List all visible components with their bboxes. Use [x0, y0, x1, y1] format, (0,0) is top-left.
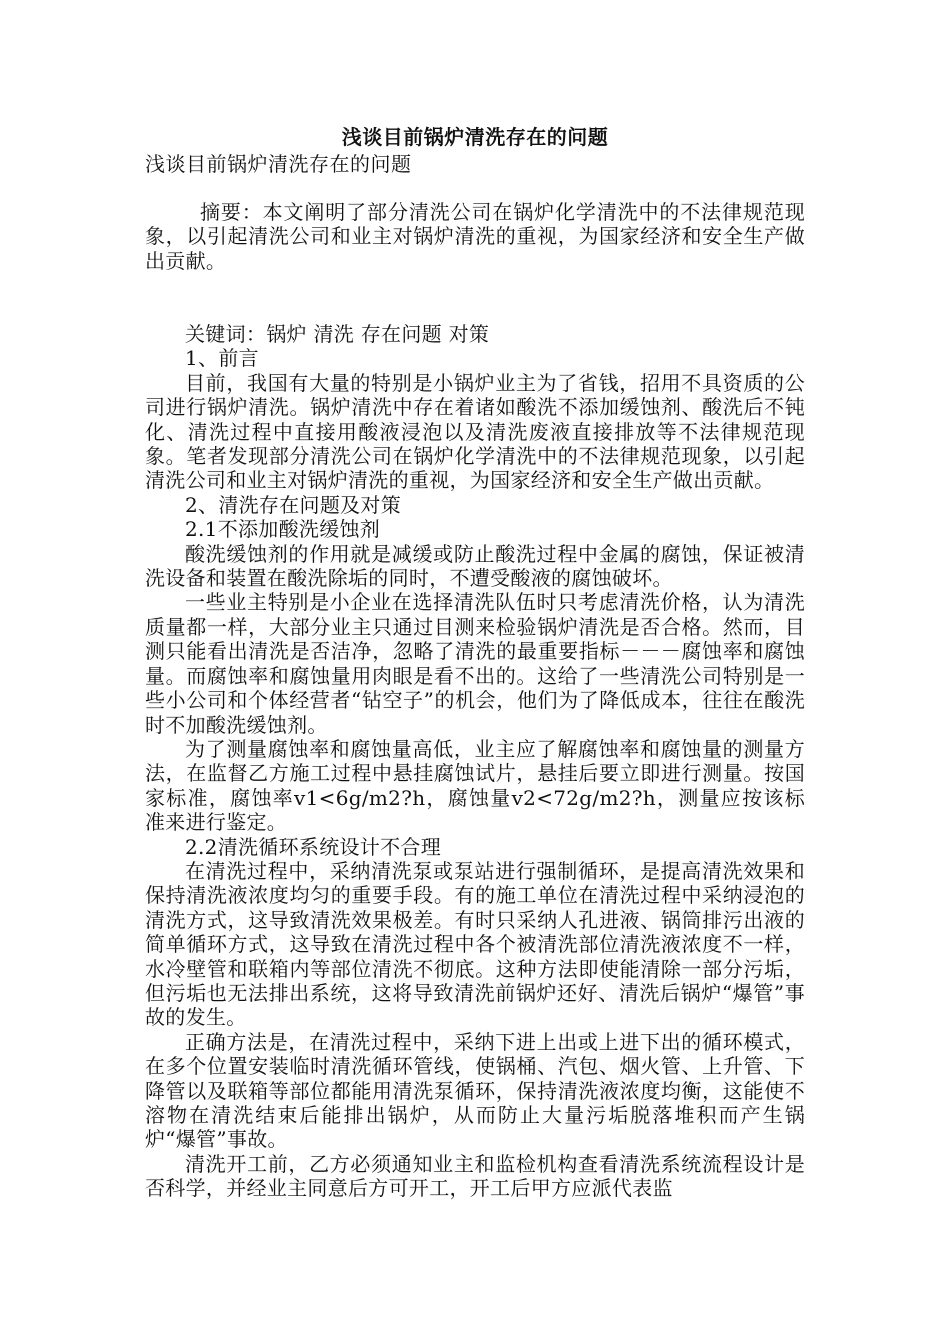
subsection-heading-inhibitor: 2.1不添加酸洗缓蚀剂	[185, 517, 381, 542]
body-paragraph: 酸洗缓蚀剂的作用就是减缓或防止酸洗过程中金属的腐蚀，保证被清洗设备和装置在酸洗除垢的同时，不遭受酸液的腐蚀破坏。	[145, 541, 805, 591]
body-paragraph: 清洗开工前，乙方必须通知业主和监检机构查看清洗系统流程设计是否科学，并经业主同意后方可开工，开工后甲方应派代表监	[145, 1151, 805, 1201]
section-heading-problems: 2、清洗存在问题及对策	[185, 492, 402, 517]
abstract-paragraph: 摘要：本文阐明了部分清洗公司在锅炉化学清洗中的不法律规范现象，以引起清洗公司和业主对锅炉清洗的重视，为国家经济和安全生产做出贡献。	[145, 200, 805, 273]
section-heading-intro: 1、前言	[185, 346, 259, 371]
document-subtitle: 浅谈目前锅炉清洗存在的问题	[145, 152, 412, 176]
document-body	[145, 200, 805, 1201]
keywords-line: 关键词：锅炉 清洗 存在问题 对策	[185, 322, 490, 347]
blank-line	[145, 273, 805, 322]
document-title: 浅谈目前锅炉清洗存在的问题	[341, 125, 609, 149]
body-paragraph: 为了测量腐蚀率和腐蚀量高低，业主应了解腐蚀率和腐蚀量的测量方法，在监督乙方施工过程中悬挂腐蚀试片，悬挂后要立即进行测量。按国家标准，腐蚀率v1<6g/m2?h，腐蚀量v2<72g/m2?h，测量应按该标准来进行鉴定。	[145, 736, 805, 835]
body-paragraph: 在清洗过程中，采纳清洗泵或泵站进行强制循环，是提高清洗效果和保持清洗液浓度均匀的重要手段。有的施工单位在清洗过程中采纳浸泡的清洗方式，这导致清洗效果极差。有时只采纳人孔进液、锅筒排污出液的简单循环方式，这导致在清洗过程中各个被清洗部位清洗液浓度不一样，水冷壁管和联箱内等部位清洗不彻底。这种方法即使能清除一部分污垢，但污垢也无法排出系统，这将导致清洗前锅炉还好、清洗后锅炉“爆管”事故的发生。	[145, 858, 805, 1030]
subsection-heading-circulation: 2.2清洗循环系统设计不合理	[185, 834, 442, 859]
body-paragraph: 正确方法是，在清洗过程中，采纳下进上出或上进下出的循环模式，在多个位置安装临时清洗循环管线，使锅桶、汽包、烟火管、上升管、下降管以及联箱等部位都能用清洗泵循环，保持清洗液浓度均衡，这能使不溶物在清洗结束后能排出锅炉，从而防止大量污垢脱落堆积而产生锅炉“爆管”事故。	[145, 1029, 805, 1152]
body-paragraph: 目前，我国有大量的特别是小锅炉业主为了省钱，招用不具资质的公司进行锅炉清洗。锅炉清洗中存在着诸如酸洗不添加缓蚀剂、酸洗后不钝化、清洗过程中直接用酸液浸泡以及清洗废液直接排放等不法律规范现象。笔者发现部分清洗公司在锅炉化学清洗中的不法律规范现象，以引起清洗公司和业主对锅炉清洗的重视，为国家经济和安全生产做出贡献。	[145, 370, 805, 493]
body-paragraph: 一些业主特别是小企业在选择清洗队伍时只考虑清洗价格，认为清洗质量都一样，大部分业主只通过目测来检验锅炉清洗是否合格。然而，目测只能看出清洗是否洁净，忽略了清洗的最重要指标－－－腐蚀率和腐蚀量。而腐蚀率和腐蚀量用肉眼是看不出的。这给了一些清洗公司特别是一些小公司和个体经营者“钻空子”的机会，他们为了降低成本，往往在酸洗时不加酸洗缓蚀剂。	[145, 590, 805, 737]
